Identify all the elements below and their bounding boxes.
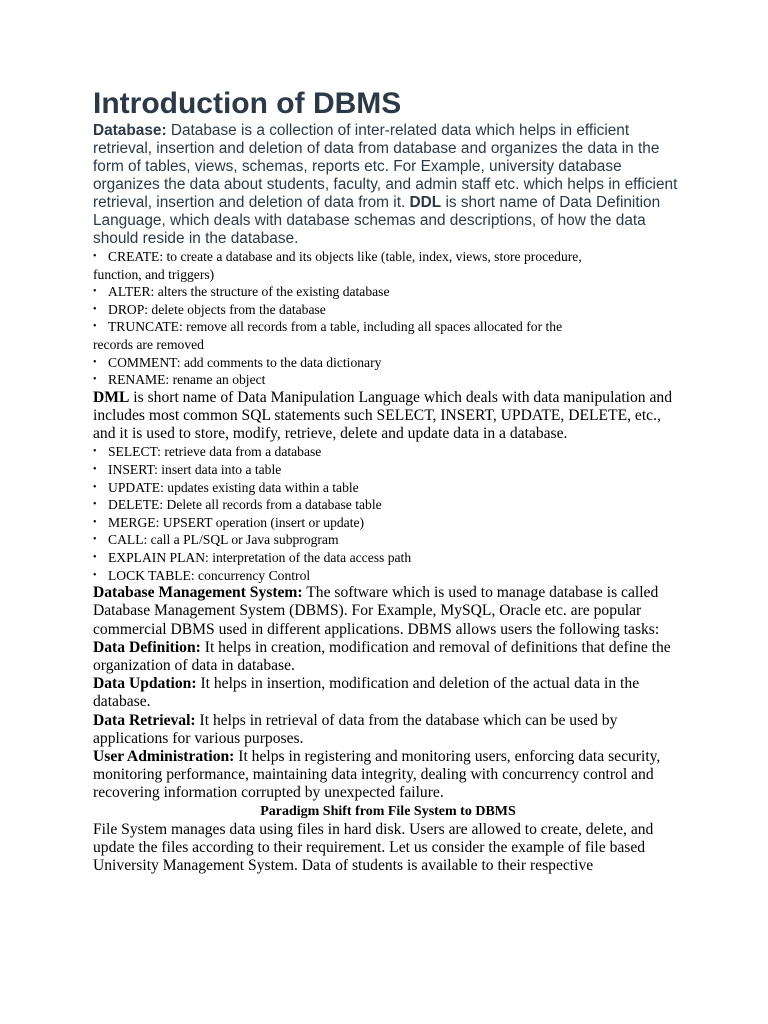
dml-paragraph: [93, 389, 683, 444]
ddl-command-list: [93, 248, 683, 389]
list-item: [93, 531, 683, 549]
list-item: [93, 443, 683, 461]
list-item-text: ALTER: alters the structure of the existing database: [108, 284, 390, 300]
task-data-updation: [93, 675, 683, 711]
task-data-retrieval: [93, 712, 683, 748]
list-item: [93, 354, 683, 372]
bullet-icon: •: [93, 481, 97, 493]
document-title: Introduction of DBMS: [93, 87, 402, 120]
task-user-administration: [93, 748, 683, 803]
list-item: [93, 496, 683, 514]
list-item: [93, 549, 683, 567]
bullet-icon: •: [93, 374, 97, 386]
list-item-text: RENAME: rename an object: [108, 372, 266, 388]
list-item-text: INSERT: insert data into a table: [108, 461, 282, 477]
list-item: [93, 567, 683, 585]
list-item: [93, 283, 683, 301]
list-item: [93, 514, 683, 532]
bullet-icon: •: [93, 551, 97, 563]
bullet-icon: •: [93, 303, 97, 315]
task-text: It helps in creation, modification and removal of definitions that define the organization of data in database.: [93, 638, 671, 674]
task-label: Data Updation:: [93, 675, 197, 693]
bullet-icon: •: [93, 516, 97, 528]
bullet-icon: •: [93, 356, 97, 368]
dml-label: DML: [93, 388, 130, 406]
list-item-text: COMMENT: add comments to the data dictionary: [108, 354, 382, 370]
list-item: [93, 479, 683, 497]
bullet-icon: •: [93, 286, 97, 298]
list-item-text: EXPLAIN PLAN: interpretation of the data access path: [108, 549, 412, 565]
dbms-label: Database Management System:: [93, 584, 303, 602]
bullet-icon: •: [93, 321, 97, 333]
bullet-icon: •: [93, 446, 97, 458]
task-label: Data Retrieval:: [93, 711, 196, 729]
bullet-icon: •: [93, 463, 97, 475]
file-system-paragraph: File System manages data using files in hard disk. Users are allowed to create, delete, and update the files according to their requirement. Let us consider the example of file based University Management System. Data of students is available to their respective: [93, 820, 654, 874]
list-item-text: CREATE: to create a database and its objects like (table, index, views, store procedure,: [108, 249, 582, 264]
task-text: It helps in insertion, modification and deletion of the actual data in the database.: [93, 675, 640, 711]
database-text: Database is a collection of inter-related data which helps in efficient retrieval, insertion and deletion of data from database and organizes the data in the form of tables, views, schemas, reports etc. For Example, university database organizes the data about students, faculty, and admin staff etc. which helps in efficient retrieval, insertion and deletion of data from it.: [93, 122, 678, 211]
task-text: It helps in retrieval of data from the database which can be used by applications for various purposes.: [93, 711, 618, 747]
document-page: [93, 86, 683, 875]
task-label: User Administration:: [93, 747, 235, 765]
list-item-continuation: records are removed: [93, 336, 204, 352]
task-label: Data Definition:: [93, 638, 201, 656]
dbms-paragraph: [93, 584, 683, 639]
list-item-text: MERGE: UPSERT operation (insert or update): [108, 514, 365, 530]
ddl-label: DDL: [409, 194, 442, 211]
intro-paragraph: [93, 122, 683, 248]
ddl-text: is short name of Data Definition Language, which deals with database schemas and descriptions, of how the data should reside in the database.: [93, 194, 661, 247]
list-item-text: LOCK TABLE: concurrency Control: [108, 567, 311, 583]
task-data-definition: [93, 639, 683, 675]
bullet-icon: •: [93, 534, 97, 546]
dbms-text: The software which is used to manage database is called Database Management System (DBMS). For Example, MySQL, Oracle etc. are popular commercial DBMS used in different applications. DBMS allows users the following tasks:: [93, 584, 660, 638]
list-item-text: DELETE: Delete all records from a database table: [108, 497, 382, 513]
task-text: It helps in registering and monitoring users, enforcing data security, monitoring performance, maintaining data integrity, dealing with concurrency control and recovering information corrupted by unexpected failure.: [93, 747, 661, 802]
section-heading: Paradigm Shift from File System to DBMS: [260, 803, 516, 819]
database-label: Database:: [93, 122, 167, 139]
bullet-icon: •: [93, 499, 97, 511]
dml-text: is short name of Data Manipulation Language which deals with data manipulation and includes most common SQL statements such SELECT, INSERT, UPDATE, DELETE, etc., and it is used to store, modify, retrieve, delete and update data in a database.: [93, 388, 672, 443]
bullet-icon: •: [93, 251, 97, 262]
bullet-icon: •: [93, 569, 97, 581]
dml-command-list: [93, 443, 683, 584]
list-item: [93, 248, 683, 283]
list-item: [93, 461, 683, 479]
list-item-text: SELECT: retrieve data from a database: [108, 444, 322, 460]
list-item-text: UPDATE: updates existing data within a table: [108, 479, 359, 495]
list-item-text: TRUNCATE: remove all records from a table, including all spaces allocated for the: [108, 319, 563, 335]
list-item: [93, 318, 683, 353]
list-item-text: DROP: delete objects from the database: [108, 301, 326, 317]
list-item: [93, 301, 683, 319]
list-item-text: CALL: call a PL/SQL or Java subprogram: [108, 532, 339, 548]
list-item-continuation: function, and triggers): [93, 266, 215, 282]
list-item: [93, 371, 683, 389]
